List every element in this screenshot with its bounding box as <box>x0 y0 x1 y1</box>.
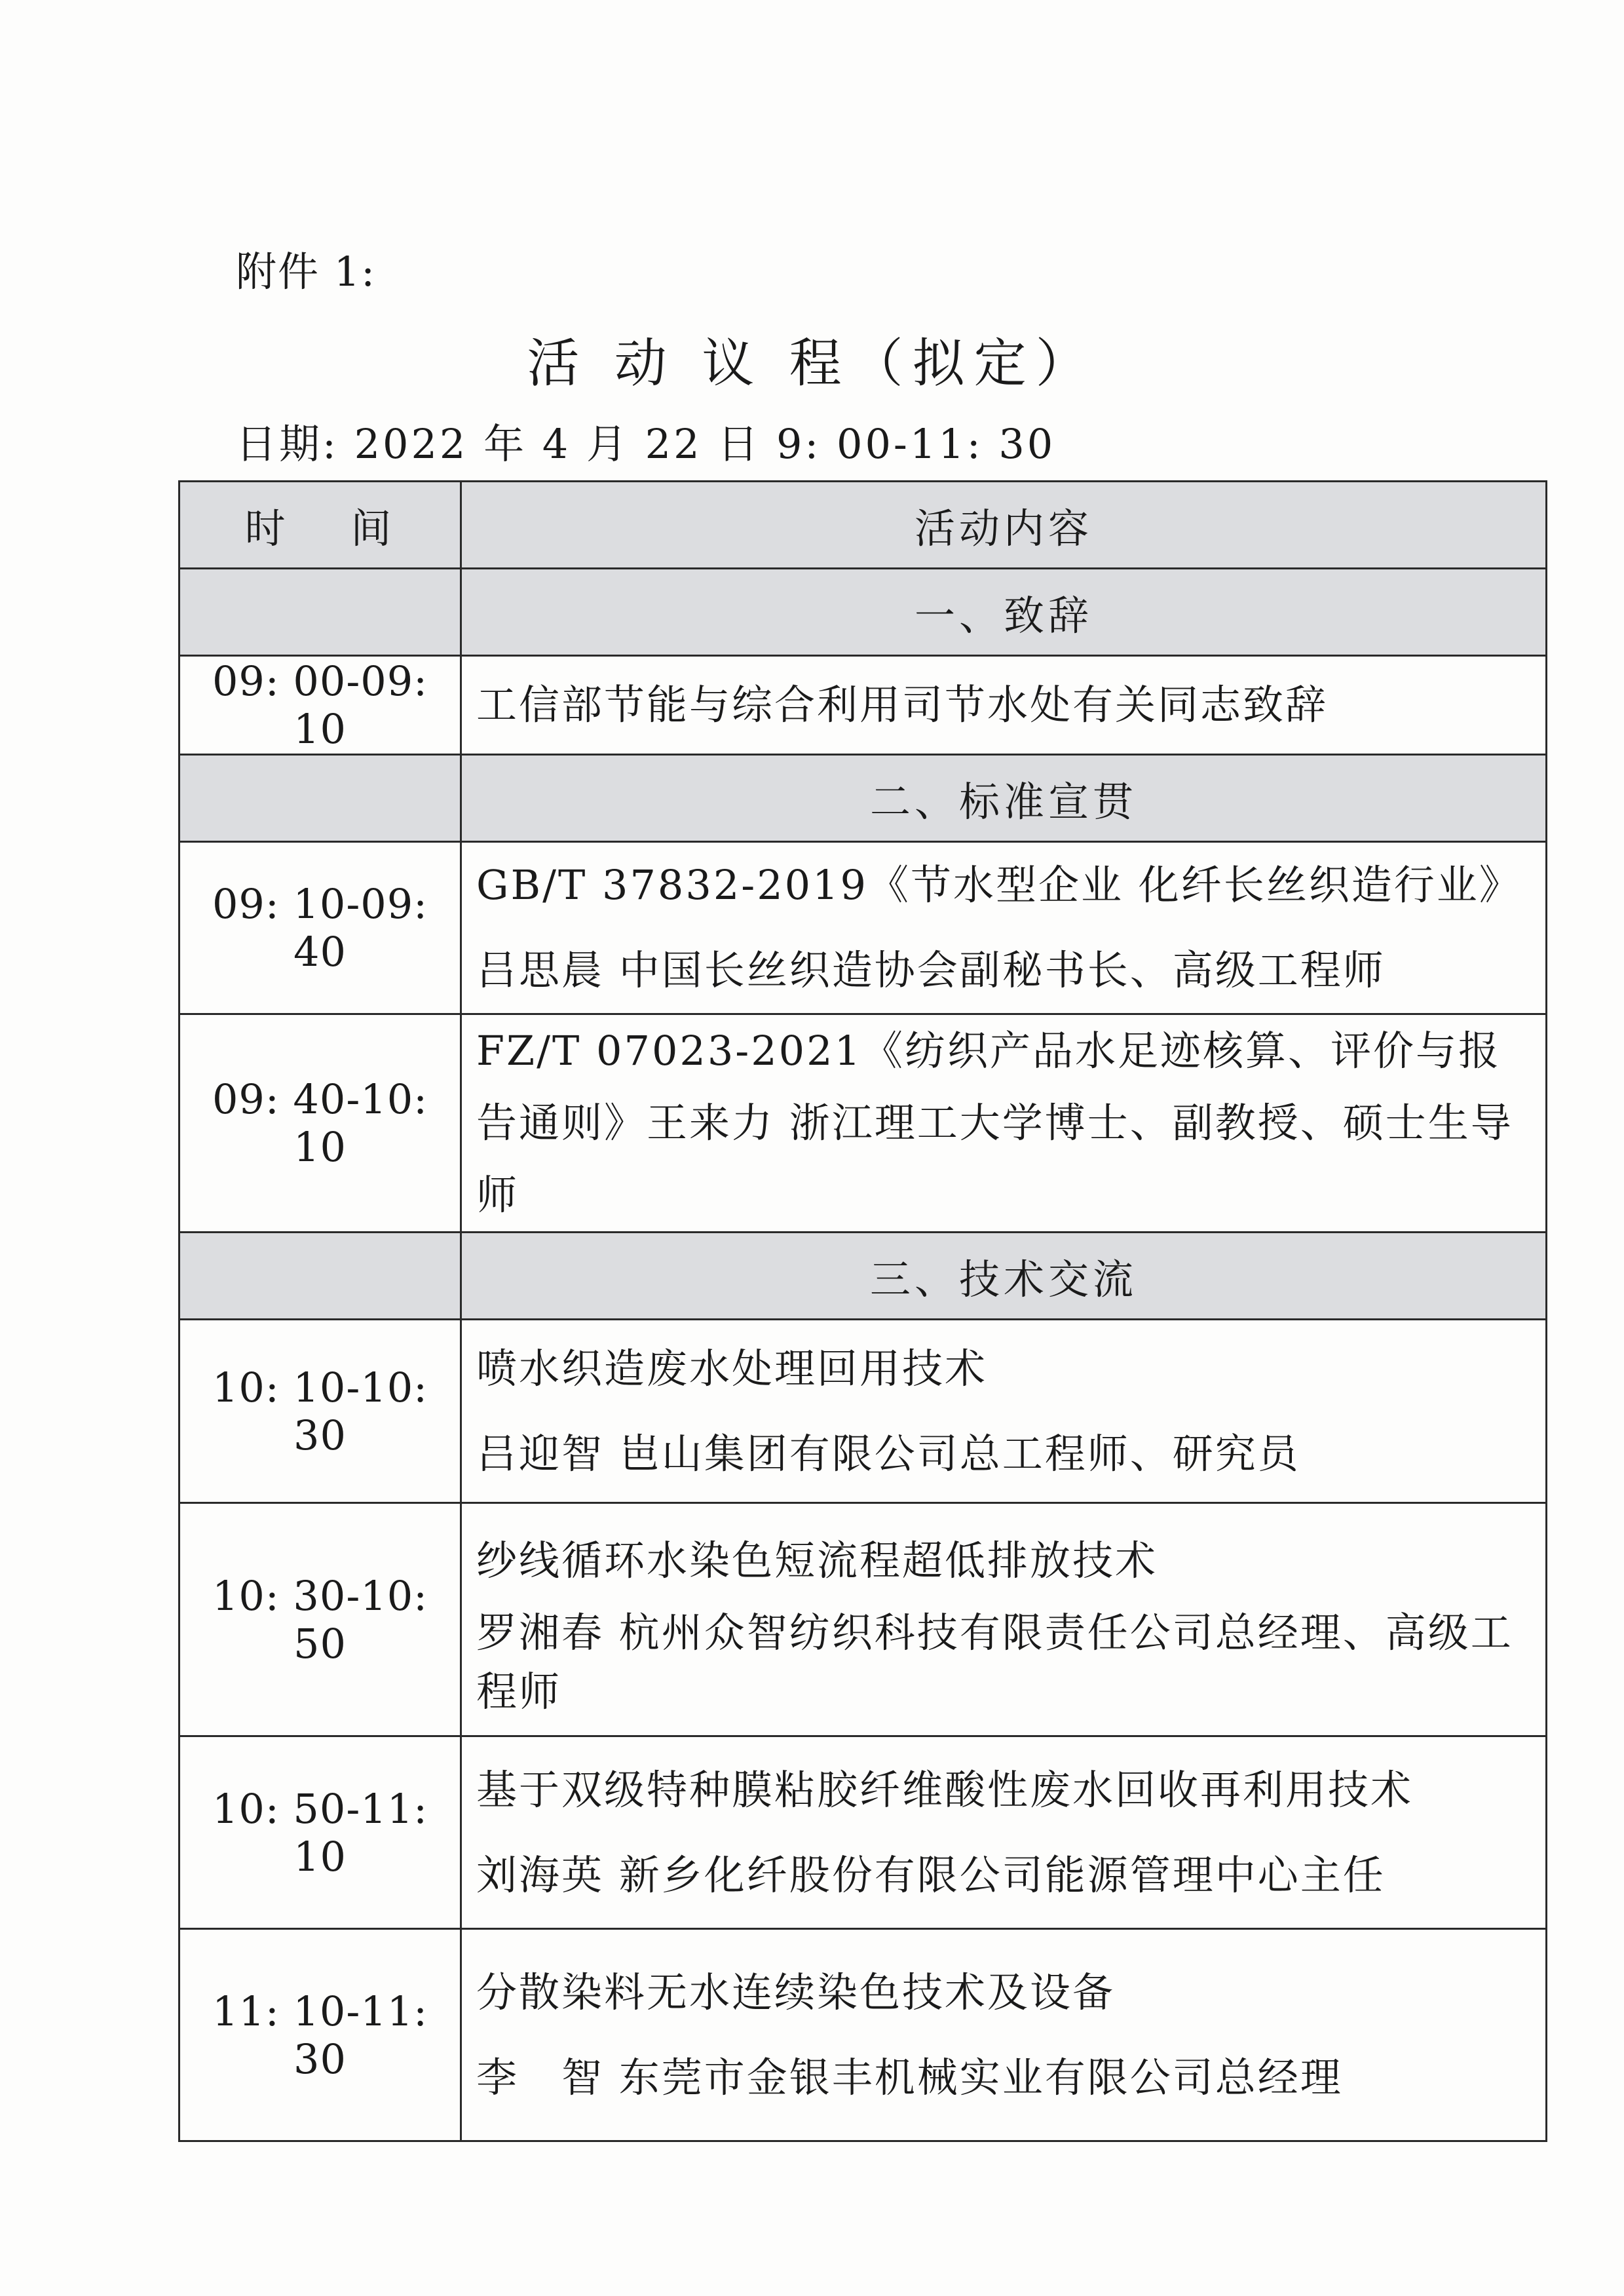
item-title: 基于双级特种膜粘胶纤维酸性废水回收再利用技术 <box>476 1765 1414 1814</box>
attachment-label: 附件 1: <box>236 248 377 296</box>
section-blank <box>179 569 461 656</box>
section-row <box>179 1233 1547 1320</box>
page-title: 活 动 议 程（拟定） <box>527 333 1097 394</box>
section-row <box>179 569 1547 656</box>
item-speaker: 刘海英 新乡化纤股份有限公司能源管理中心主任 <box>476 1850 1386 1899</box>
time-cell: 09: 00-09: 10 <box>179 656 461 755</box>
section-title: 一、致辞 <box>461 569 1547 656</box>
item-title: 工信部节能与综合利用司节水处有关同志致辞 <box>476 681 1329 729</box>
item-speaker: 王来力 浙江理工大学博士、副教授、硕士生导师 <box>476 1099 1513 1219</box>
table-row <box>179 1736 1547 1929</box>
time-cell: 10: 10-10: 30 <box>179 1320 461 1503</box>
table-row <box>179 1014 1547 1233</box>
item-title: 喷水织造废水处理回用技术 <box>476 1344 988 1392</box>
content-cell <box>461 1503 1547 1736</box>
header-time: 时 间 <box>179 482 461 569</box>
table-header-row <box>179 482 1547 569</box>
table-row <box>179 1320 1547 1503</box>
header-content: 活动内容 <box>461 482 1547 569</box>
section-title: 三、技术交流 <box>461 1233 1547 1320</box>
content-cell <box>461 842 1547 1014</box>
item-speaker: 李 智 东莞市金银丰机械实业有限公司总经理 <box>476 2053 1343 2101</box>
item-title: GB/T 37832-2019《节水型企业 化纤长丝织造行业》 <box>476 861 1522 909</box>
section-title: 二、标准宣贯 <box>461 755 1547 842</box>
content-cell <box>461 1736 1547 1929</box>
table-row <box>179 842 1547 1014</box>
table-row <box>179 1929 1547 2141</box>
content-cell <box>461 1014 1547 1233</box>
agenda-table <box>178 480 1547 2142</box>
section-blank <box>179 1233 461 1320</box>
section-blank <box>179 755 461 842</box>
content-cell <box>461 1929 1547 2141</box>
time-cell: 10: 30-10: 50 <box>179 1503 461 1736</box>
table-row <box>179 656 1547 755</box>
time-cell: 09: 10-09: 40 <box>179 842 461 1014</box>
time-cell: 09: 40-10: 10 <box>179 1014 461 1233</box>
item-title: FZ/T 07023-2021《纺织产品水足迹核算、评价与报告通则》 <box>476 1027 1501 1147</box>
time-cell: 10: 50-11: 10 <box>179 1736 461 1929</box>
item-title: 纱线循环水染色短流程超低排放技术 <box>476 1536 1158 1584</box>
event-date: 日期: 2022 年 4 月 22 日 9: 00-11: 30 <box>236 420 1056 468</box>
item-speaker: 罗湘春 杭州众智纺织科技有限责任公司总经理、高级工程师 <box>476 1608 1513 1715</box>
table-row <box>179 1503 1547 1736</box>
content-cell <box>461 656 1547 755</box>
content-cell <box>461 1320 1547 1503</box>
item-speaker: 吕思晨 中国长丝织造协会副秘书长、高级工程师 <box>476 946 1386 994</box>
item-speaker: 吕迎智 岜山集团有限公司总工程师、研究员 <box>476 1429 1300 1478</box>
section-row <box>179 755 1547 842</box>
time-cell: 11: 10-11: 30 <box>179 1929 461 2141</box>
item-title: 分散染料无水连续染色技术及设备 <box>476 1968 1116 2016</box>
